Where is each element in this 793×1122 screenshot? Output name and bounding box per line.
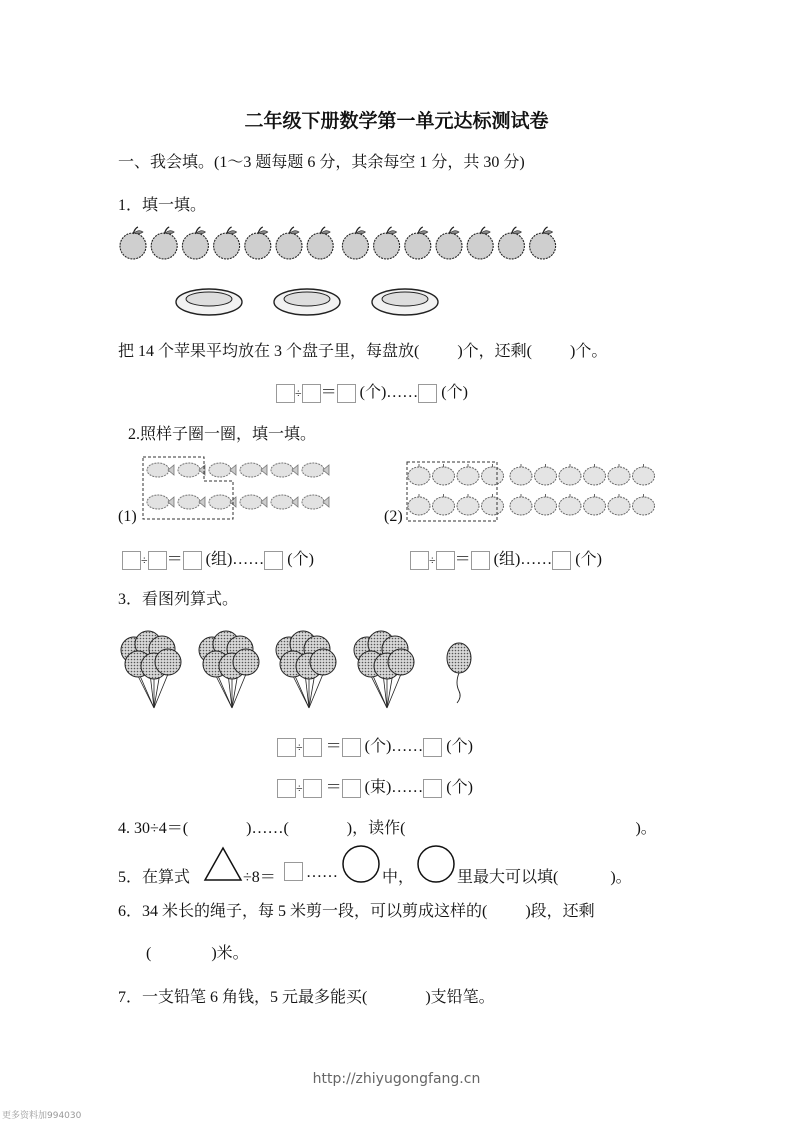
unit-text: (个)	[441, 384, 468, 401]
plate-icon	[274, 289, 340, 315]
circle-icon	[416, 844, 456, 884]
answer-box[interactable]	[302, 384, 321, 403]
fruit-grid-illustration	[405, 460, 645, 524]
balloon-icon	[233, 649, 259, 675]
fruit-icon	[535, 464, 557, 485]
unit-text: (组)……	[493, 551, 553, 568]
equals-sign: ＝	[325, 779, 342, 796]
q4-text-a: 4. 30÷4＝(	[118, 820, 189, 837]
circle-icon	[341, 844, 381, 884]
fish-icon	[271, 495, 298, 509]
apple-icon	[120, 227, 146, 259]
apple-icon	[245, 227, 271, 259]
balloon-icon	[155, 649, 181, 675]
apple-icon	[436, 227, 462, 259]
apple-icon	[374, 227, 400, 259]
divide-sign: ÷	[429, 553, 436, 567]
q5-text-b: ÷8＝	[243, 869, 276, 886]
answer-box[interactable]	[284, 862, 303, 881]
answer-box[interactable]	[418, 384, 437, 403]
apple-icon	[214, 227, 240, 259]
q2-equation-2	[410, 546, 602, 570]
q6-text-c: (	[146, 945, 152, 962]
divide-sign: ÷	[296, 740, 303, 754]
q5-text-c: ……	[306, 864, 338, 881]
q6-line-2	[146, 940, 249, 963]
q2-part1-label: (1)	[118, 508, 137, 525]
fish-icon	[178, 463, 205, 477]
fish-icon	[147, 463, 174, 477]
answer-box[interactable]	[410, 551, 429, 570]
fish-icon	[240, 495, 267, 509]
fruit-icon	[608, 464, 630, 485]
fish-icon	[209, 463, 236, 477]
answer-box[interactable]	[342, 779, 361, 798]
answer-box[interactable]	[436, 551, 455, 570]
section-heading: 一、我会填。(1～3 题每题 6 分，其余每空 1 分，共 30 分)	[118, 154, 525, 171]
answer-box[interactable]	[276, 384, 295, 403]
answer-box[interactable]	[264, 551, 283, 570]
unit-text: (组)……	[205, 551, 265, 568]
answer-box[interactable]	[423, 779, 442, 798]
apples-illustration	[118, 226, 578, 262]
corner-note: 更多资料加994030	[2, 1111, 82, 1121]
q5-tail	[457, 864, 632, 887]
fruit-icon	[633, 494, 655, 515]
fish-icon	[209, 495, 236, 509]
unit-text: (个)	[446, 779, 473, 796]
q7-text-b: )支铅笔。	[425, 989, 495, 1006]
apple-icon	[405, 227, 431, 259]
fruit-icon	[408, 464, 430, 485]
q3-label: 3．看图列算式。	[118, 591, 239, 608]
answer-box[interactable]	[303, 779, 322, 798]
balloon-icon	[388, 649, 414, 675]
fruit-icon	[559, 494, 581, 515]
q1-text-b: )个，还剩(	[457, 343, 533, 360]
q3-equation-1	[277, 733, 473, 757]
unit-text: (个)……	[359, 384, 419, 401]
equals-sign: ＝	[454, 551, 471, 568]
fruit-icon	[457, 494, 479, 515]
fruit-icon	[510, 494, 532, 515]
q4-text-b: )……(	[246, 820, 289, 837]
fruit-icon	[408, 494, 430, 515]
equals-sign: ＝	[166, 551, 183, 568]
answer-box[interactable]	[148, 551, 167, 570]
answer-box[interactable]	[183, 551, 202, 570]
triangle-icon	[203, 846, 243, 882]
balloons-illustration	[118, 622, 478, 714]
divide-sign: ÷	[141, 553, 148, 567]
q5-text-d: 中，	[382, 869, 415, 886]
fish-icon	[147, 495, 174, 509]
fruit-icon	[457, 464, 479, 485]
equals-sign: ＝	[320, 384, 337, 401]
fish-grid-illustration	[140, 455, 340, 525]
fruit-icon	[559, 464, 581, 485]
answer-box[interactable]	[423, 738, 442, 757]
fish-icon	[271, 463, 298, 477]
fruit-icon	[482, 494, 504, 515]
unit-text: (束)……	[364, 779, 424, 796]
q1-text-a: 把 14 个苹果平均放在 3 个盘子里，每盘放(	[118, 343, 420, 360]
q6-text-a: 6．34 米长的绳子，每 5 米剪一段，可以剪成这样的(	[118, 903, 488, 920]
apple-icon	[498, 227, 524, 259]
q1-label: 1．填一填。	[118, 197, 207, 214]
q6-text-b: )段，还剩	[525, 903, 595, 920]
q5-text-f: )。	[610, 869, 632, 886]
answer-box[interactable]	[277, 738, 296, 757]
q4-text-c: )，读作(	[346, 820, 406, 837]
q4-line	[118, 815, 657, 838]
answer-box[interactable]	[471, 551, 490, 570]
fruit-icon	[535, 494, 557, 515]
q1-sentence	[118, 338, 607, 361]
q5-text-e: 里最大可以填(	[457, 869, 559, 886]
answer-box[interactable]	[337, 384, 356, 403]
apple-icon	[151, 227, 177, 259]
q5-line	[118, 864, 190, 887]
q6-line	[118, 898, 595, 921]
apple-icon	[307, 227, 333, 259]
q1-text-c: )个。	[570, 343, 608, 360]
plate-icon	[176, 289, 242, 315]
plate-icon	[372, 289, 438, 315]
answer-box[interactable]	[342, 738, 361, 757]
fish-icon	[302, 495, 329, 509]
q6-text-d: )米。	[211, 945, 249, 962]
apple-icon	[342, 227, 368, 259]
q2-label: 2.照样子圈一圈，填一填。	[128, 426, 317, 443]
q7-text-a: 7．一支铅笔 6 角钱，5 元最多能买(	[118, 989, 368, 1006]
answer-box[interactable]	[552, 551, 571, 570]
unit-text: (个)	[287, 551, 314, 568]
apple-icon	[467, 227, 493, 259]
answer-box[interactable]	[277, 779, 296, 798]
page-title: 二年级下册数学第一单元达标测试卷	[244, 110, 549, 132]
plates-illustration	[176, 285, 456, 321]
fruit-icon	[510, 464, 532, 485]
q7-line	[118, 984, 495, 1007]
q2-part2-label: (2)	[384, 508, 403, 525]
answer-box[interactable]	[303, 738, 322, 757]
equals-sign: ＝	[325, 738, 342, 755]
footer-url: http://zhiyugongfang.cn	[312, 1071, 481, 1087]
q5-text-a: 5．在算式	[118, 869, 191, 886]
fish-icon	[178, 495, 205, 509]
balloon-icon	[310, 649, 336, 675]
unit-text: (个)	[575, 551, 602, 568]
fruit-icon	[433, 464, 455, 485]
divide-sign: ÷	[295, 386, 302, 400]
fruit-icon	[433, 494, 455, 515]
balloon-icon	[447, 643, 471, 673]
divide-sign: ÷	[296, 781, 303, 795]
apple-icon	[276, 227, 302, 259]
unit-text: (个)	[446, 738, 473, 755]
q2-equation-1	[122, 546, 314, 570]
fish-icon	[240, 463, 267, 477]
q1-equation	[276, 379, 468, 403]
q4-text-d: )。	[635, 820, 657, 837]
fruit-icon	[482, 464, 504, 485]
fruit-icon	[584, 494, 606, 515]
unit-text: (个)……	[364, 738, 424, 755]
fish-icon	[302, 463, 329, 477]
apple-icon	[530, 227, 556, 259]
answer-box[interactable]	[122, 551, 141, 570]
fruit-icon	[608, 494, 630, 515]
fruit-icon	[584, 464, 606, 485]
apple-icon	[182, 227, 208, 259]
fruit-icon	[633, 464, 655, 485]
q3-equation-2	[277, 774, 473, 798]
